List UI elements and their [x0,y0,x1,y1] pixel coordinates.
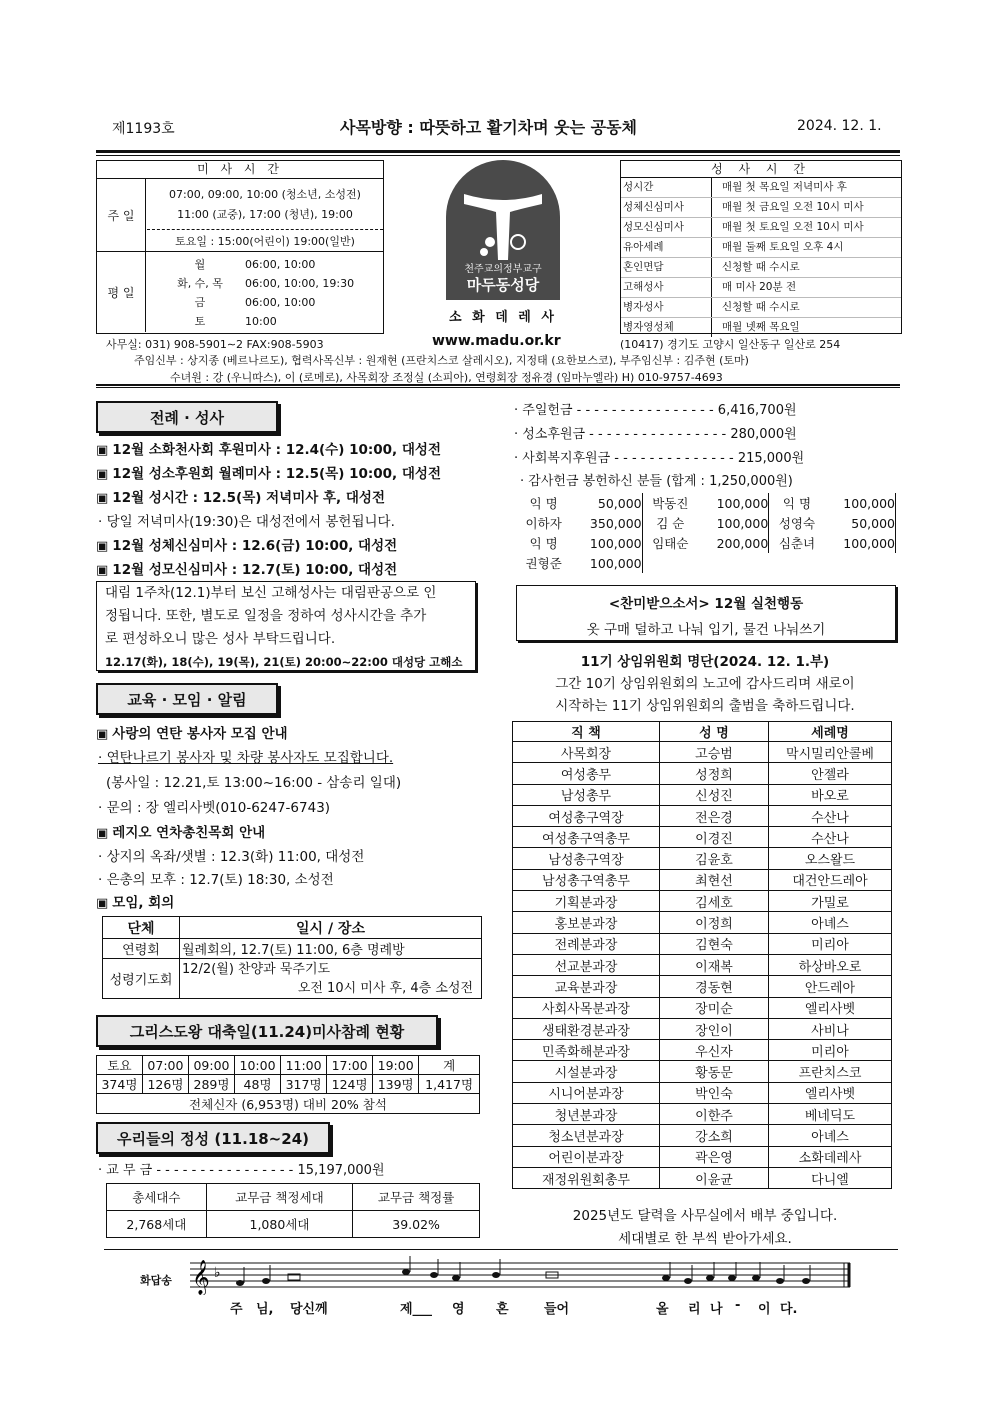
attendance-value: 139명 [373,1075,419,1094]
committee-row: 재정위원회총무 이윤균 다니엘 [513,1167,892,1188]
committee-row: 민족화해분과장 우신자 미리아 [513,1040,892,1061]
attendance-header: 11:00 [281,1056,327,1075]
committee-header: 직 책 [513,722,660,742]
committee-row: 남성총구역장 김윤호 오스왈드 [513,848,892,869]
lyric-word: 나 [710,1302,723,1317]
committee-row: 시니어분과장 박인숙 엘리사벳 [513,1082,892,1103]
attendance-value: 48명 [235,1075,281,1094]
liturgy-item: ▣ 12월 성소후원회 월례미사 : 12.5(목) 10:00, 대성전 [96,466,442,482]
offerings-section-title: 우리들의 정성 (11.18~24) [96,1122,330,1154]
attendance-header: 19:00 [373,1056,419,1075]
committee-row: 청소년분과장 강소희 아녜스 [513,1125,892,1146]
lyric-word: 영 [452,1302,465,1317]
attendance-value: 317명 [281,1075,327,1094]
office-contact: 사무실: 031) 908-5901∼2 FAX:908-5903 [106,338,324,351]
committee-row: 홍보분과장 이정희 아녜스 [513,912,892,933]
lyric-word: 제___ [400,1302,433,1317]
psalm-lyrics [190,1298,850,1318]
sacrament-row: 병자성사 신청할 때 수시로 [621,298,901,318]
committee-row: 남성총구역총무 최현선 대건안드레아 [513,869,892,890]
lyric-word: 리 [688,1302,701,1317]
website-link[interactable]: www.madu.or.kr [432,333,561,349]
pastoral-motto: 사목방향 : 따뜻하고 활기차며 웃는 공동체 [340,118,638,137]
lyric-word: 들어 [544,1302,570,1317]
weekday-label: 평 일 [97,252,146,332]
note-head [402,1269,410,1275]
donor-row: 이하자 350,000 김 순 100,000 성영숙 50,000 [516,513,896,533]
note-head [492,1272,500,1278]
mass-times-title: 미 사 시 간 [97,161,383,179]
lyric-word: 다. [780,1302,798,1317]
sacrament-row: 혼인면담 신청할 때 수시로 [621,258,901,278]
parish-address: (10417) 경기도 고양시 일산동구 일산로 254 [620,338,841,351]
lyric-word: - [735,1298,741,1313]
parish-fee-line: · 교 무 금 - - - - - - - - - - - - - - - - 15,197,000원 [98,1163,385,1178]
parish-name: 마두동성당 [466,276,540,294]
meeting-header: 단체 [103,917,180,939]
calendar-notice: 2025년도 달력을 사무실에서 배부 중입니다. [572,1208,838,1224]
sacrament-row: 병자영성체 매월 넷째 목요일 [621,318,901,337]
weekday-row: 금 06:00, 10:00 [194,296,316,309]
note-head [262,1278,270,1284]
liturgy-item: ▣ 12월 성체신심미사 : 12.6(금) 10:00, 대성전 [96,538,398,554]
saturday-mass: 토요일 : 15:00(어린이) 19:00(일반) [175,235,355,248]
issue-number: 제1193호 [112,121,175,137]
committee-row: 청년분과장 이한주 베네딕도 [513,1104,892,1125]
committee-row: 기획분과장 김세호 가밀로 [513,891,892,912]
note-head [802,1278,810,1284]
committee-intro: 시작하는 11기 상임위원회의 출범을 축하드립니다. [555,698,855,714]
attendance-value: 1,417명 [419,1075,480,1094]
committee-row: 사회사목분과장 장미순 엘리사벳 [513,997,892,1018]
lyric-word: 혼 [496,1302,509,1317]
attendance-header: 07:00 [142,1056,188,1075]
attendance-value: 124명 [327,1075,373,1094]
liturgy-note: · 당일 저녁미사(19:30)은 대성전에서 봉헌됩니다. [98,514,395,530]
mass-times-box [96,160,384,334]
attendance-header: 토요 [97,1056,143,1075]
header-rule [96,150,900,156]
attendance-header: 17:00 [327,1056,373,1075]
committee-row: 선교분과장 이재복 하상바오로 [513,954,892,975]
attendance-table [96,1055,480,1114]
calendar-notice: 세대별로 한 부씩 받아가세요. [618,1231,792,1247]
volunteer-line: · 연탄나르기 봉사자 및 차량 봉사자도 모집합니다. [98,750,394,766]
parish-logo [446,160,560,300]
confession-schedule: 12.17(화), 18(수), 19(목), 21(토) 20:00~22:00 대성당 고해소 [105,655,463,669]
meeting-row: 연령회 월례회의, 12.7(토) 11:00, 6층 명례방 [103,939,482,959]
note-head [662,1275,670,1281]
committee-header: 성 명 [660,722,769,742]
committee-row: 시설분과장 황동문 프란치스코 [513,1061,892,1082]
lyric-word: 주 [230,1302,243,1317]
liturgy-section-title: 전례 · 성사 [96,401,278,433]
committee-row: 여성총무 성정희 안젤라 [513,763,892,784]
committee-row: 생태환경분과장 장인이 사비나 [513,1018,892,1039]
committee-row: 사목회장 고승범 막시밀리안콜베 [513,742,892,763]
legio-line: · 상지의 옥좌/샛별 : 12.3(화) 11:00, 대성전 [98,849,365,865]
note-head [706,1275,714,1281]
attendance-header: 09:00 [188,1056,234,1075]
diocese-name: 천주교의정부교구 [464,264,542,275]
meeting-table [102,916,482,999]
vocation-offering-line: · 성소후원금 - - - - - - - - - - - - - - - - 280,000원 [514,427,797,442]
legio-title: ▣ 레지오 연차총친목회 안내 [96,825,266,841]
committee-row: 전례분과장 김현숙 미리아 [513,933,892,954]
laudato-title: <찬미받으소서> 12월 실천행동 [608,596,804,612]
sacrament-row: 성모신심미사 매월 첫 토요일 오전 10시 미사 [621,218,901,238]
attendance-header: 10:00 [235,1056,281,1075]
note-head [728,1275,736,1281]
meeting-header: 일시 / 장소 [180,917,482,939]
lyric-word: 올 [656,1302,669,1317]
welfare-offering-line: · 사회복지후원금 - - - - - - - - - - - - - - 215,000원 [514,451,805,466]
sacrament-row: 성체신심미사 매월 첫 금요일 오전 10시 미사 [621,198,901,218]
committee-row: 여성총구역총무 이경진 수산나 [513,827,892,848]
weekday-row: 토 10:00 [194,315,277,328]
flat-icon: ♭ [214,1265,221,1281]
psalm-staff [190,1255,855,1295]
laudato-text: 옷 구매 덜하고 나눠 입기, 물건 나눠쓰기 [586,622,826,638]
sunday-offering-line: · 주일헌금 - - - - - - - - - - - - - - - - 6,416,700원 [514,403,797,418]
lyric-word: 님, [256,1302,274,1317]
committee-header: 세례명 [769,722,892,742]
note-head [452,1275,460,1281]
attendance-value: 374명 [97,1075,143,1094]
staff-line: 수녀원 : 강 (우니따스), 이 (로메로), 사목회장 조정실 (소피아), 연령회장 정유경 (임마누엘라) H) 010-9757-4693 [170,371,723,384]
psalm-rule [104,1249,898,1250]
laudato-box [516,585,896,641]
thanks-offering-title: · 감사헌금 봉헌하신 분들 (합계 : 1,250,000원) [520,474,793,489]
psalm-label: 화답송 [140,1274,172,1287]
attendance-section-title: 그리스도왕 대축일(11.24)미사참례 현황 [96,1015,438,1047]
note-head [776,1278,784,1284]
note-head [684,1278,692,1284]
lyric-word: 당신께 [290,1302,328,1317]
donor-table [516,493,896,573]
liturgy-item: ▣ 12월 성모신심미사 : 12.7(토) 10:00, 대성전 [96,562,398,578]
contact-rule [96,384,900,388]
volunteer-contact: · 문의 : 장 엘리사벳(010-6247-6743) [98,800,331,816]
sunday-line-1: 07:00, 09:00, 10:00 (청소년, 소성전) [169,188,361,201]
donor-row: 권형준 100,000 [516,553,896,573]
donor-row: 익 명 100,000 임태순 200,000 심춘녀 100,000 [516,533,896,553]
issue-date: 2024. 12. 1. [797,118,882,134]
treble-clef-icon: 𝄞 [192,1260,210,1295]
sacrament-row: 고해성사 매 미사 20분 전 [621,278,901,298]
committee-title: 11기 상임위원회 명단(2024. 12. 1.부) [580,654,830,670]
meeting-title: ▣ 모임, 회의 [96,895,175,911]
patron-saint: 소 화 데 레 사 [449,310,557,325]
sacrament-row: 유아세례 매월 둘째 토요일 오후 4시 [621,238,901,258]
note-head [752,1275,760,1281]
attendance-value: 289명 [188,1075,234,1094]
weekday-row: 월 06:00, 10:00 [194,258,316,271]
weekday-row: 화, 수, 목 06:00, 10:00, 19:30 [177,277,355,290]
note-head [430,1272,438,1278]
note-head [236,1280,244,1286]
committee-row: 남성총무 신성진 바오로 [513,784,892,805]
lyric-word: 이 [758,1302,771,1317]
committee-row: 교육분과장 경동현 안드레아 [513,976,892,997]
liturgy-item: ▣ 12월 성시간 : 12.5(목) 저녁미사 후, 대성전 [96,490,385,506]
committee-table [512,721,892,1189]
legio-line: · 은총의 모후 : 12.7(토) 18:30, 소성전 [98,872,334,888]
liturgy-item: ▣ 12월 소화천사회 후원미사 : 12.4(수) 10:00, 대성전 [96,442,442,458]
sunday-line-2: 11:00 (교중), 17:00 (청년), 19:00 [177,208,353,221]
sacrament-times-title: 성 사 시 간 [621,161,901,178]
sacrament-times-box [620,160,902,334]
committee-row: 어린이분과장 곽은영 소화데레사 [513,1146,892,1167]
committee-intro: 그간 10기 상임위원회의 노고에 감사드리며 새로이 [555,676,855,692]
parish-fee-table: 총세대수 교무금 책정세대 교무금 책정률 2,768세대 1,080세대 39.02% [106,1183,480,1238]
donor-row: 익 명 50,000 박동진 100,000 익 명 100,000 [516,493,896,513]
confession-notice: 대림 1주차(12.1)부터 보신 고해성사는 대림판공으로 인 정됩니다. 또한, 별도로 일정을 정하여 성사시간을 추가 로 편성하오니 많은 성사 부탁드립니다. 12.17(화), 18(수), 19(목), 21(토) 20:00~22:00 대성당 고해소 [96,581,476,671]
volunteer-title: ▣ 사랑의 연탄 봉사자 모집 안내 [96,726,288,742]
committee-row: 여성총구역장 전은경 수산나 [513,805,892,826]
attendance-value: 126명 [142,1075,188,1094]
attendance-summary: 전체신자 (6,953명) 대비 20% 참석 [97,1094,480,1114]
education-section-title: 교육 · 모임 · 알림 [96,683,278,715]
volunteer-line: (봉사일 : 12.21,토 13:00~16:00 - 삼송리 일대) [106,775,402,791]
attendance-header: 계 [419,1056,480,1075]
sunday-label: 주 일 [97,179,146,252]
meeting-row: 성령기도회 12/2(월) 찬양과 묵주기도 오전 10시 미사 후, 4층 소성전 [103,959,482,999]
sacrament-row: 성시간 매월 첫 목요일 저녁미사 후 [621,178,901,198]
priests-line: 주임신부 : 상지종 (베르나르도), 협력사목신부 : 원재현 (프란치스코 살레시오), 지정태 (요한보스코), 부주임신부 : 김주현 (토마) [134,354,749,367]
